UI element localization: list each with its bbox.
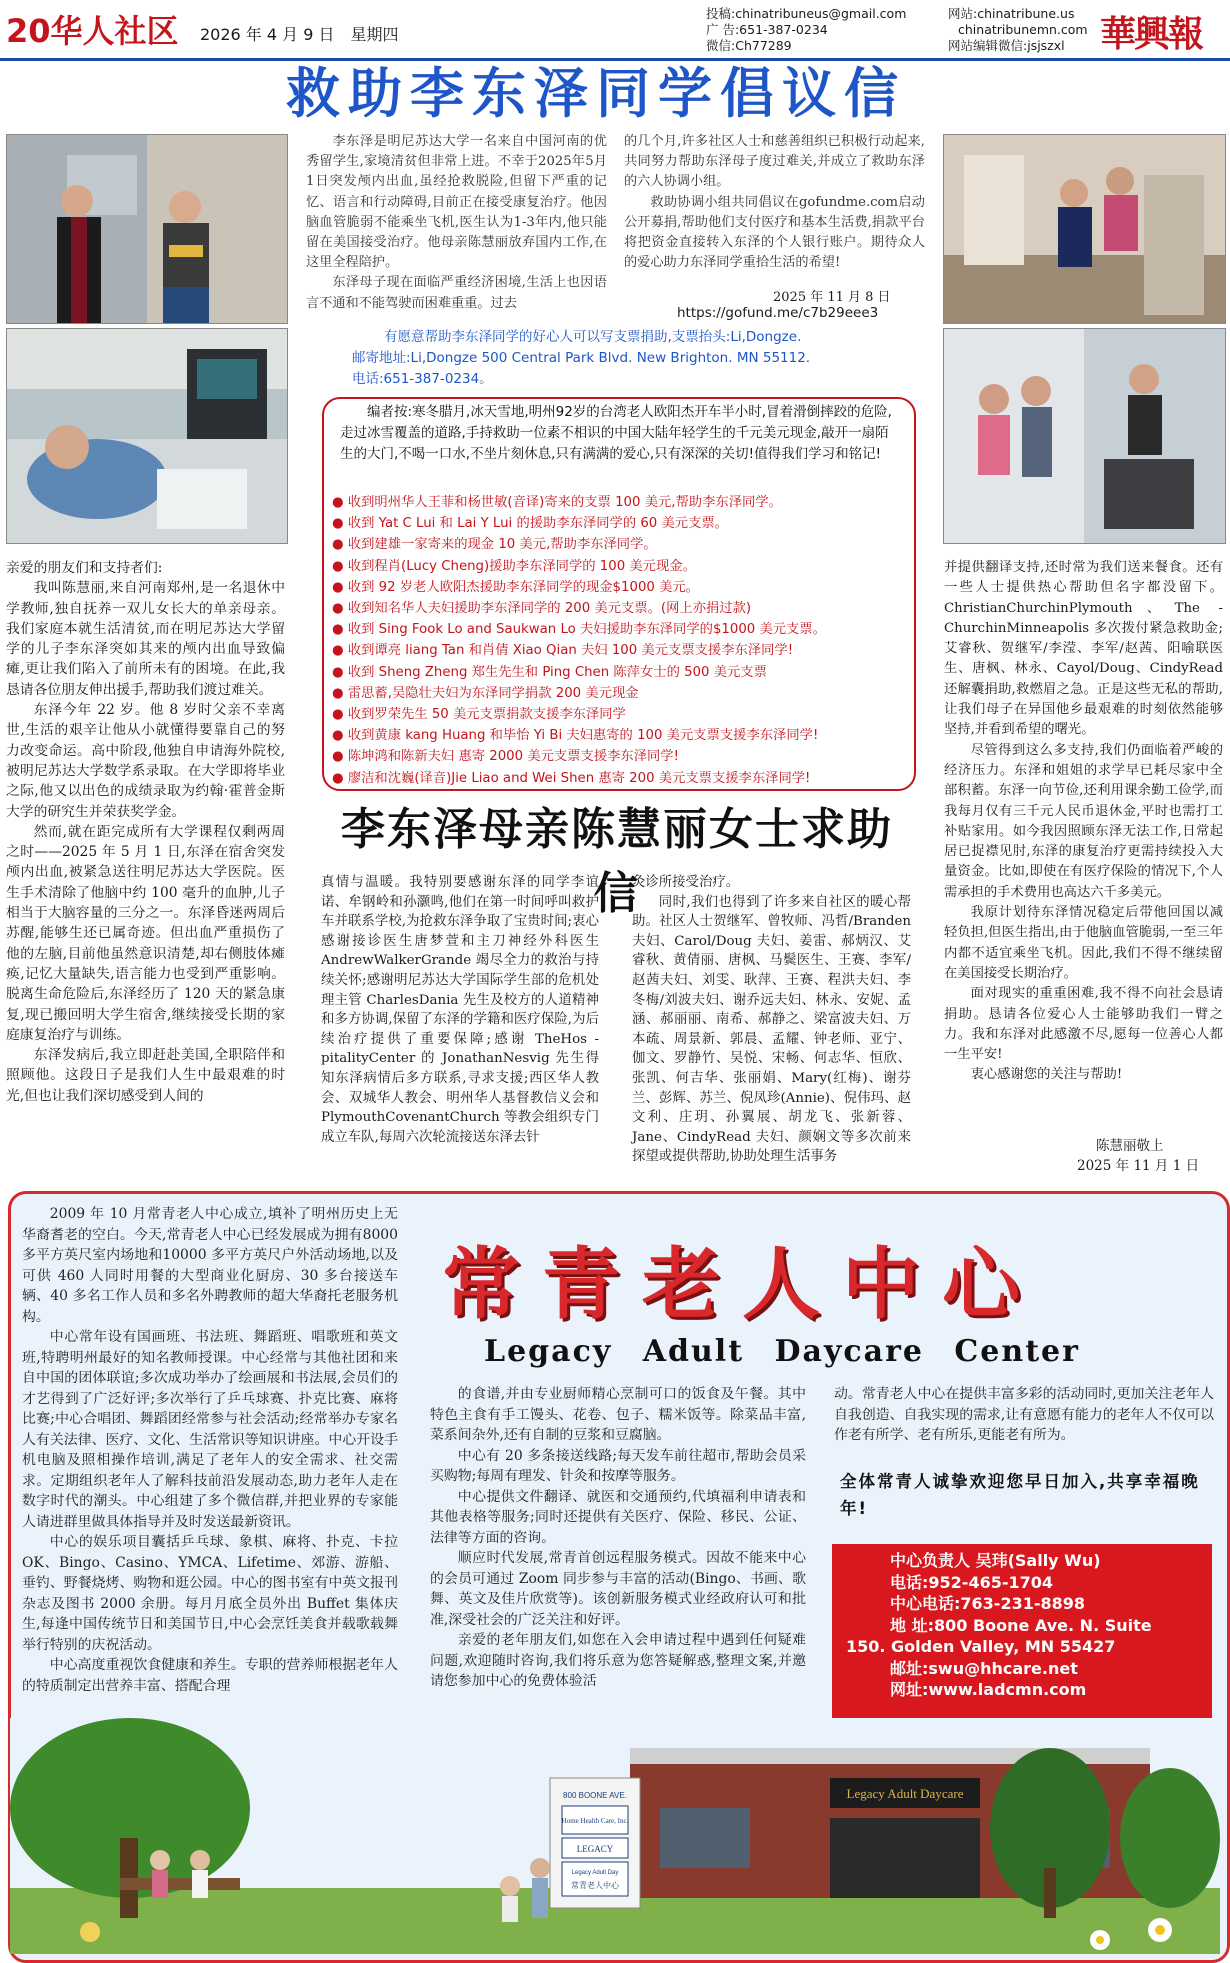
website-link-1[interactable]: 网站:chinatribune.us [948, 6, 1075, 21]
ad-col-2 [430, 1384, 806, 1692]
donation-item [332, 492, 912, 513]
bullet-icon: ● [332, 664, 348, 680]
bullet-icon: ● [332, 643, 348, 659]
ad-paragraph: 动。常青老人中心在提供丰富多彩的活动同时,更加关注老年人自我创造、自我实现的需求,让有意愿有能力的老年人不仅可以作老有所学、老有所乐,更能老有所为。 [834, 1386, 1214, 1443]
donation-item [332, 577, 912, 598]
bullet-icon: ● [332, 770, 348, 786]
paragraph: 我原计划待东泽情况稳定后带他回国以减轻负担,但医生指出,由于他脑血管脆弱,一至三年内都不适宜乘坐飞机。因此,我们不得不继续留在美国接受长期治疗。 [944, 905, 1223, 981]
ad-col-3 [834, 1384, 1214, 1446]
newspaper-logo: 華興報 [1100, 13, 1203, 55]
paragraph: 中心常年设有国画班、书法班、舞蹈班、唱歌班和英文班,特聘明州最好的知名教师授课。中心经常与其他社团和来自中国的团体联谊;多次成功举办了绘画展和书法展,会员们的才艺得到了广泛好评;多次举行了乒乓球赛、扑克比赛、麻将比赛;中心合唱团、舞蹈团经常参与社会活动;经常举办专家名人有关法律、医疗、文化、生活常识等知识讲座。中心开设手机电脑及照相操作培训,满足了老年人的安全需求、社交需求。定期组织老年人了解科技前沿发展动态,助力老年人走在数字时代的潮头。中心组建了多个微信群,并把业界的专家能人请进群里做具体指导并及时发送最新资讯。 [22, 1329, 398, 1530]
paragraph: 衷心感谢您的关注与帮助! [970, 1067, 1123, 1083]
appeal-paragraph: 东泽母子现在面临严重经济困境,生活上也因语言不通和不能驾驶而困难重重。过去 [306, 275, 607, 311]
photo-hospital-bed [6, 328, 288, 544]
appeal-paragraph: 的几个月,许多社区人士和慈善组织已积极行动起来,共同努力帮助东泽母子度过难关,并成立了救助东泽的六人协调小组。 [624, 134, 925, 190]
sign-daycare-cn: 常青老人中心 [571, 1881, 619, 1890]
donation-item-text: 收到程肖(Lucy Cheng)援助李东泽同学的 100 美元现金。 [347, 558, 696, 574]
ad-center-phone[interactable]: 中心电话:763-231-8898 [890, 1594, 1086, 1613]
header-contact-left [706, 6, 906, 54]
letter-col-3 [632, 873, 911, 1167]
donation-item-text: 收到 Sheng Zheng 郑生先生和 Ping Chen 陈萍女士的 500 美元支票 [347, 664, 767, 680]
paragraph: 中心提供文件翻译、就医和交通预约,代填福利申请表和其他表格等服务;同时还提供有关医疗、保险、移民、公证、法律等方面的咨询。 [430, 1488, 806, 1546]
ad-phone: 广 告:651-387-0234 [706, 22, 828, 37]
bullet-icon: ● [332, 537, 348, 553]
donation-item [332, 619, 912, 640]
donation-item [332, 746, 912, 767]
donation-item [332, 640, 912, 661]
donation-item-text: 廖洁和沈巍(译音)Jie Liao and Wei Shen 惠寄 200 美元支票支援李东泽同学! [347, 770, 811, 786]
ad-contact-box [832, 1544, 1212, 1720]
paragraph: 我叫陈慧丽,来自河南郑州,是一名退休中学教师,独自抚养一双儿女长大的单亲母亲。我们家庭本就生活清贫,而在明尼苏达大学留学的儿子李东泽突如其来的颅内出血导致偏瘫,更让我们陷入了前所未有的困境。在此,我恳请各位朋友伸出援手,帮助我们渡过难关。 [6, 580, 285, 698]
donation-list [332, 492, 912, 789]
paragraph: 亲爱的朋友们和支持者们: [6, 560, 163, 576]
donation-item-text: 收到 92 岁老人欧阳杰援助李东泽同学的现金$1000 美元。 [347, 579, 699, 595]
donation-item [332, 704, 912, 725]
letter-signature: 陈慧丽敬上 [1096, 1138, 1164, 1154]
sign-daycare: Legacy Adult Day [571, 1870, 619, 1876]
letter-col-2 [321, 873, 599, 1147]
submit-email: 投稿:chinatribuneus@gmail.com [706, 6, 907, 21]
website-link-2[interactable]: chinatribunemn.com [958, 22, 1088, 37]
sign-legacy: LEGACY [576, 1844, 614, 1854]
donation-item [332, 556, 912, 577]
bullet-icon: ● [332, 622, 348, 638]
letter-date: 2025 年 11 月 1 日 [1077, 1158, 1200, 1174]
paragraph: 中心高度重视饮食健康和养生。专职的营养师根据老年人的特质制定出营养丰富、搭配合理 [22, 1657, 398, 1694]
donation-item-text: 收到谭亮 liang Tan 和肖倩 Xiao Qian 夫妇 100 美元支票支援李东泽同学! [347, 643, 794, 659]
gofund-link[interactable]: https://gofund.me/c7b29eee3 [677, 305, 879, 321]
donation-item-text: 陈坤鸿和陈新夫妇 惠寄 2000 美元支票支援李东泽同学! [347, 749, 679, 765]
photo-graduation [6, 134, 288, 324]
issue-date: 2026 年 4 月 9 日 星期四 [200, 25, 399, 44]
bullet-icon: ● [332, 558, 348, 574]
paragraph: 同时,我们也得到了许多来自社区的暖心帮助。社区人士贺继军、曾牧师、冯哲/Branden 夫妇、Carol/Doug 夫妇、姜雷、郝炳汉、艾睿秋、黄倩丽、唐枫、马鬓医生、王赛、李军/赵茜夫妇、刘雯、耿萍、王赛、程洪夫妇、李冬梅/刘波夫妇、谢乔远夫妇、林永、安妮、孟涵、郝丽丽、南希、郝静之、梁富波夫妇、万本疏、周景新、郭晨、孟耀、钟老师、亚宁、伽文、罗静竹、吴悦、宋畅、何志华、恒欣、张凯、何吉华、张丽娟、Mary(红梅)、谢芬兰、彭辉、苏兰、倪凤珍(Annie)、倪伟玛、赵文利、庄玥、孙翼展、胡龙飞、张新蓉、Jane、CindyRead 夫妇、颜娴文等多次前来探望或提供帮助,协助处理生活事务 [632, 894, 911, 1165]
donation-item-text: 收到 Yat C Lui 和 Lai Y Lui 的援助李东泽同学的 60 美元支票。 [347, 516, 728, 532]
bullet-icon: ● [332, 749, 348, 765]
mailing-address: 邮寄地址:Li,Dongze 500 Central Park Blvd. New Brighton. MN 55112. [352, 350, 811, 366]
letter-col-4 [944, 558, 1223, 1086]
paragraph: 的食谱,并由专业厨师精心烹制可口的饭食及午餐。其中特色主食有手工馒头、花卷、包子、糯米饭等。除菜品丰富,菜系间杂外,还有自制的豆浆和豆腐脑。 [430, 1386, 806, 1443]
paragraph: 顺应时代发展,常青首创远程服务模式。因故不能来中心的会员可通过 Zoom 同步参与丰富的活动(Bingo、书画、歌舞、英文及佳片欣赏等)。该创新服务模式业经政府认可和批准,深受社会的广泛关注和好评。 [430, 1550, 806, 1628]
ad-welcome: 全体常青人诚挚欢迎您早日加入,共享幸福晚年! [840, 1472, 1200, 1518]
donation-item-text: 收到黄康 kang Huang 和毕怡 Yi Bi 夫妇惠寄的 100 美元支票支援李东泽同学! [347, 728, 819, 744]
donation-item-text: 雷思蓄,吴隐壮夫妇为东泽同学捐款 200 美元现金 [347, 685, 639, 701]
paragraph: 灸诊所接受治疗。 [632, 875, 740, 890]
ad-col-1 [22, 1204, 398, 1696]
bullet-icon: ● [332, 728, 348, 744]
donation-item-text: 收到明州华人王菲和杨世敏(音译)寄来的支票 100 美元,帮助李东泽同学。 [347, 495, 782, 510]
appeal-col-left [306, 132, 607, 314]
editor-note: 编者按:寒冬腊月,冰天雪地,明州92岁的台湾老人欧阳杰开车半小时,冒着滑倒摔跤的危险,走过冰雪覆盖的道路,手持救助一位素不相识的中国大陆年轻学生的千元美元现金,敲开一扇陌生的大门,不喝一口水,不坐片刻休息,只有满满的爱心,只有深深的关切!值得我们学习和铭记! [340, 404, 892, 462]
ad-address-line2: 150. Golden Valley, MN 55427 [846, 1637, 1116, 1656]
ad-building-scene [10, 1718, 1220, 1954]
paragraph: 东泽发病后,我立即赶赴美国,全职陪伴和照顾他。这段日子是我们人生中最艰难的时光,但也让我们深切感受到人间的 [6, 1047, 285, 1104]
bullet-icon: ● [332, 707, 348, 723]
paragraph: 真情与温暖。我特别要感谢东泽的同学李谊诺、牟钢岭和孙灏鸣,他们在第一时间呼叫救护车并联系学校,为抢救东泽争取了宝贵时间;衷心感谢接诊医生唐梦萱和主刀神经外科医生 AndrewWalkerGrande 竭尽全力的救治与持续关怀;感谢明尼苏达大学国际学生部的危机处理主管 CharlesDania 先生及校方的人道精神和多方协调,保留了东泽的学籍和医疗保险,为后续治疗提供了重要保障;感谢 TheHos - pitalityCenter 的 JonathanNesvig 先生得知东泽病情后多方联系,寻求支援;西区华人教会、双城华人教会、明州华人基督教信义会和 PlymouthCovenantChurch 等教会组织专门成立车队,每周六次轮流接送东泽去针 [321, 875, 599, 1145]
bullet-icon: ● [332, 516, 348, 532]
site-wechat: 网站编辑微信:jsjszxl [948, 38, 1065, 53]
bullet-icon: ● [332, 495, 348, 510]
paragraph: 中心的娱乐项目囊括乒乓球、象棋、麻将、扑克、卡拉 OK、Bingo、Casino、YMCA、Lifetime、郊游、游船、垂钓、野餐烧烤、购物和逛公园。中心的图书室有中英文报刊杂志及图书 2000 余册。每月月底全员外出 Buffet 集体庆生,每逢中国传统节日和美国节日,中心会烹饪美食并载歌载舞举行特别的庆祝活动。 [22, 1534, 398, 1653]
bullet-icon: ● [332, 685, 348, 701]
donation-item [332, 662, 912, 683]
paragraph: 2009 年 10 月常青老人中心成立,填补了明州历史上无华裔耆老的空白。今天,常青老人中心已经发展成为拥有8000 多平方英尺室内场地和10000 多平方英尺户外活动场地,以及可供 460 人同时用餐的大型商业化厨房、30 多台接送车辆、40 多名工作人员和多名外聘教师的超大华裔托老服务机构。 [22, 1206, 398, 1325]
paragraph: 尽管得到这么多支持,我们仍面临着严峻的经济压力。东泽和姐姐的求学早已耗尽家中全部积蓄。东泽一向节俭,还利用课余勤工俭学,而我每月仅有三千元人民币退休金,平时也需打工补贴家用。如今我因照顾东泽无法工作,日常起居已捉襟见肘,东泽的康复治疗更需持续投入大量资金。比如,即使在有医疗保险的情况下,个人需承担的手术费用也高达六千多美元。 [944, 742, 1223, 900]
appeal-paragraph: 救助协调小组共同倡议在gofundme.com启动公开募捐,帮助他们支付医疗和基本生活费,捐款平台将把资金直接转入东泽的个人银行账户。期待众人的爱心助力东泽同学重拾生活的希望! [624, 194, 925, 271]
mother-letter-title: 李东泽母亲陈慧丽女士求助信 [341, 804, 893, 919]
paragraph: 面对现实的重重困难,我不得不向社会恳请捐助。恳请各位爱心人士能够助我们一臂之力。我和东泽对此感激不尽,愿每一位善心人都一生平安! [944, 986, 1223, 1063]
bullet-icon: ● [332, 601, 348, 617]
donation-item [332, 513, 912, 534]
paragraph: 中心有 20 多条接送线路;每天发车前往超市,帮助会员采买购物;每周有理发、针灸和按摩等服务。 [430, 1447, 806, 1484]
donation-item [332, 598, 912, 619]
page-header [0, 0, 1230, 62]
donation-item-text: 收到知名华人夫妇援助李东泽同学的 200 美元支票。(网上亦捐过款) [347, 601, 752, 617]
appeal-sign-date: 2025 年 11 月 8 日 [773, 290, 891, 305]
ad-manager: 中心负责人 吴玮(Sally Wu) [890, 1551, 1101, 1570]
header-contact-right [948, 6, 1088, 54]
donation-item-text: 收到建雄一家寄来的现金 10 美元,帮助李东泽同学。 [347, 537, 657, 553]
appeal-paragraph: 李东泽是明尼苏达大学一名来自中国河南的优秀留学生,家境清贫但非常上进。不幸于2025年5月1日突发颅内出血,虽经抢救脱险,但留下严重的记忆、语言和行动障碍,目前正在接受康复治疗。他因脑血管脆弱不能乘坐飞机,医生认为1-3年内,他只能留在美国接受治疗。他母亲陈慧丽放弃国内工作,在这里全程陪护。 [306, 134, 607, 271]
letter-col-1 [6, 558, 285, 1106]
header-rule [0, 58, 1230, 61]
sign-home-health: Home Health Care, Inc. [561, 1817, 629, 1825]
ad-title: 常青老人中心 [442, 1240, 1043, 1330]
donation-item-text: 收到罗荣先生 50 美元支票捐款支援李东泽同学 [347, 707, 626, 723]
wechat-id: 微信:Ch77289 [706, 38, 792, 53]
bullet-icon: ● [332, 579, 348, 595]
ad-phone[interactable]: 电话:952-465-1704 [890, 1572, 1054, 1592]
donation-item [332, 683, 912, 704]
photo-therapy-session [943, 328, 1226, 544]
paragraph: 亲爱的老年朋友们,如您在入会申请过程中遇到任何疑难问题,欢迎随时咨询,我们将乐意为您答疑解惑,整理文案,并邀请您参加中心的免费体验活 [430, 1632, 806, 1689]
paragraph: 然而,就在距完成所有大学课程仅剩两周之时——2025 年 5 月 1 日,东泽在宿舍突发颅内出血,被紧急送往明尼苏达大学医院。医生手术清除了他脑中约 100 毫升的血肿,儿子相当于大脑容量的三分之一。东泽昏迷两周后苏醒,能够生还已属奇迹。但出血严重损伤了他的左脑,目前他虽然意识清楚,却右侧肢体瘫痪,记忆大量缺失,语言能力也受到严重影响。脱离生命危险后,东泽经历了 120 天的紧急康复,现已搬回明大学生宿舍,继续接受长期的家庭康复治疗与训练。 [6, 823, 285, 1043]
ad-website[interactable]: 网址:www.ladcmn.com [890, 1680, 1087, 1699]
photo-rehab-walk [943, 134, 1226, 324]
donation-item [332, 725, 912, 746]
appeal-headline: 救助李东泽同学倡议信 [286, 62, 906, 125]
contact-phone: 电话:651-387-0234。 [352, 371, 493, 387]
ad-address-line1: 地 址:800 Boone Ave. N. Suite [890, 1615, 1152, 1635]
donation-item [332, 768, 912, 789]
paragraph: 并提供翻译支持,还时常为我们送来餐食。还有一些人士提供热心帮助但名字都没留下。ChristianChurchinPlymouth、The - ChurchinMinneapolis 多次拨付紧急救助金;艾睿秋、贺继军/李滢、李军/赵茜、阳喻联医生、唐枫、林永、Cayol/Doug、CindyRead 还解囊捐助,救燃眉之急。正是这些无私的帮助,让我们母子在异国他乡最艰难的时刻依然能够坚持,并看到希望的曙光。 [944, 560, 1223, 738]
ad-email[interactable]: 邮址:swu@hhcare.net [890, 1658, 1078, 1678]
building-sign-text: Legacy Adult Daycare [846, 1786, 964, 1801]
check-donation-note: 有愿意帮助李东泽同学的好心人可以写支票捐助,支票抬头:Li,Dongze. [384, 329, 802, 345]
appeal-col-right [624, 132, 925, 273]
donation-item-text: 收到 Sing Fook Lo and Saukwan Lo 夫妇援助李东泽同学的$1000 美元支票。 [347, 622, 826, 638]
paragraph: 东泽今年 22 岁。他 8 岁时父亲不幸离世,生活的艰辛让他从小就懂得要靠自己的努力改变命运。高中阶段,他独自申请海外院校,被明尼苏达大学数学系录取。在大学即将毕业之际,他又以出色的成绩录取为约翰·霍普金斯大学的研究生并荣获奖学金。 [6, 702, 285, 820]
donation-item [332, 534, 912, 555]
ad-subtitle: Legacy Adult Daycare Center [484, 1334, 1080, 1369]
sign-address: 800 BOONE AVE. [563, 1791, 627, 1800]
page-section-label: 20华人社区 [6, 12, 179, 50]
